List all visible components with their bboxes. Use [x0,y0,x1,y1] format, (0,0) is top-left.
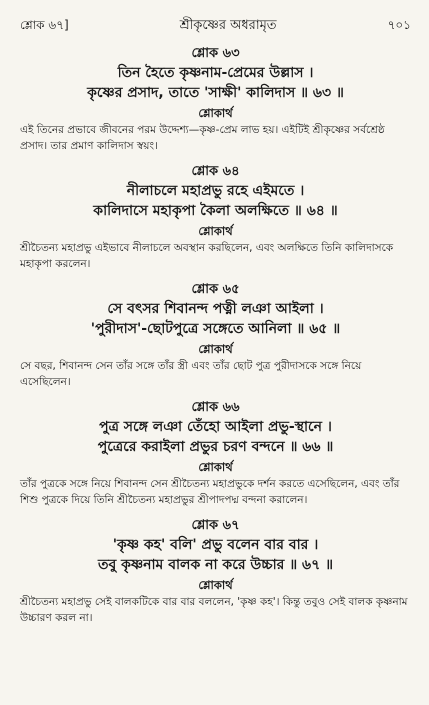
verse-line: 'পুরীদাস'-ছোটপুত্রে সঙ্গেতে আনিলা ॥ ৬৫ ॥ [90,321,341,337]
translation-heading: শ্লোকার্থ [198,342,233,356]
translation-heading: শ্লোকার্থ [198,106,233,120]
translation-heading: শ্লোকার্থ [198,578,233,592]
translation-text: তাঁর পুত্রকে সঙ্গে নিয়ে শিবানন্দ সেন শ্রীচৈতন্য মহাপ্রভুকে দর্শন করতে এসেছিলেন, এবং তাঁর শিশু পুত্রকে দিয়ে তিনি শ্রীচৈতন্য মহাপ্রভুর শ্রীপাদপদ্ম বন্দনা করালেন। [20,478,400,506]
verse-line: পুত্র সঙ্গে লঞা তেঁহো আইলা প্রভু-স্থানে । [99,419,332,435]
verse-line: কৃষ্ণের প্রসাদ, তাতে 'সাক্ষী' কালিদাস ॥ ৬৩ ॥ [87,85,344,101]
verse-66 [20,398,411,508]
verse-line: নীলাচলে মহাপ্রভু রহে এইমতে । [126,183,305,199]
verse-line: সে বৎসর শিবানন্দ পত্নী লঞা আইলা । [107,301,324,317]
verse-67 [20,516,411,626]
translation-heading: শ্লোকার্থ [198,460,233,474]
verse-63 [20,44,411,154]
translation-text: শ্রীচৈতন্য মহাপ্রভু এইভাবে নীলাচলে অবস্থান করছিলেন, এবং অলক্ষিতে তিনি কালিদাসকে মহাকৃপা করলেন। [20,242,394,270]
verse-line: 'কৃষ্ণ কহ' বলি' প্রভু বলেন বার বার । [112,537,319,553]
verse-65 [20,280,411,390]
verse-line: তবু কৃষ্ণনাম বালক না করে উচ্চার ॥ ৬৭ ॥ [98,557,333,573]
translation-heading: শ্লোকার্থ [198,224,233,238]
verse-line: পুত্রেরে করাইলা প্রভুর চরণ বন্দনে ॥ ৬৬ ॥ [97,439,334,455]
verse-number: শ্লোক ৬৬ [191,400,240,415]
verse-line: তিন হৈতে কৃষ্ণনাম-প্রেমের উল্লাস । [117,65,314,81]
header-chapter-title: শ্রীকৃষ্ণের অধরামৃত [179,18,277,33]
verse-number: শ্লোক ৬৩ [191,46,240,61]
running-header [20,14,411,36]
verse-number: শ্লোক ৬৫ [191,282,240,297]
verse-number: শ্লোক ৬৭ [191,518,240,533]
header-verse-range: শ্লোক ৬৭] [20,18,69,32]
translation-text: সে বছর, শিবানন্দ সেন তাঁর সঙ্গে তাঁর স্ত্রী এবং তাঁর ছোট পুত্র পুরীদাসকে সঙ্গে নিয়ে এসেছিলেন। [20,360,362,388]
header-page-number: ৭০১ [387,18,411,32]
verse-number: শ্লোক ৬৪ [191,164,240,179]
translation-text: এই তিনের প্রভাবে জীবনের পরম উদ্দেশ্য—কৃষ্ণ-প্রেম লাভ হয়। এইটিই শ্রীকৃষ্ণের সর্বশ্রেষ্ঠ প্রসাদ। তার প্রমাণ কালিদাস স্বয়ং। [20,124,385,152]
translation-text: শ্রীচৈতন্য মহাপ্রভু সেই বালকটিকে বার বার বললেন, 'কৃষ্ণ কহ'। কিন্তু তবুও সেই বালক কৃষ্ণনাম উচ্চারণ করল না। [20,596,408,624]
verse-line: কালিদাসে মহাকৃপা কৈলা অলক্ষিতে ॥ ৬৪ ॥ [93,203,338,219]
verse-64 [20,162,411,272]
